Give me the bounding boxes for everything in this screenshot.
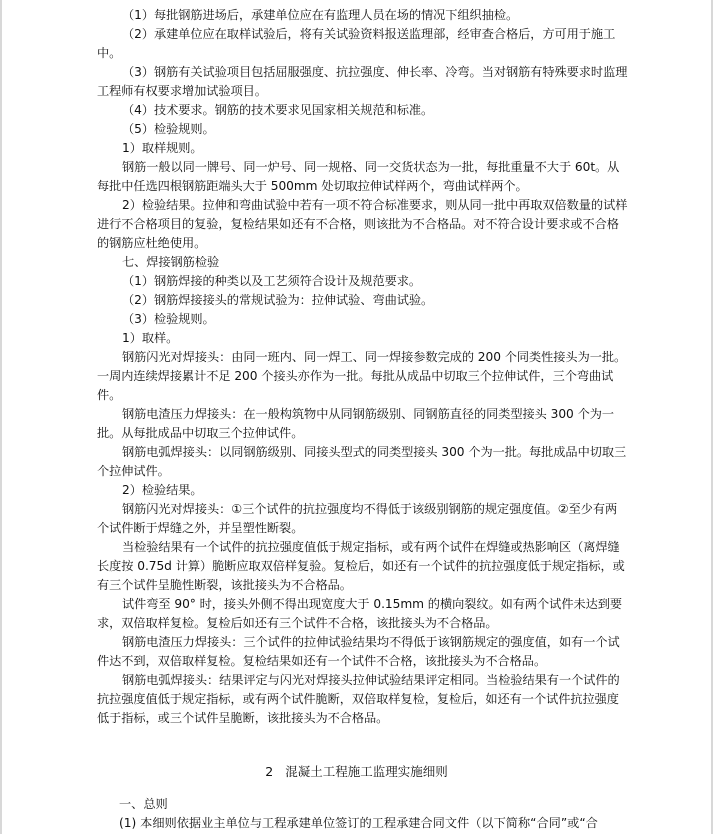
paragraph-16: 钢筋电弧焊接头：以同钢筋级别、同接头型式的同类型接头 300 个为一批。每批成品中切取三个拉伸试件。 xyxy=(97,445,627,478)
section-first-line-text: (1) 本细则依据业主单位与工程承建单位签订的工程承建合同文件（以下简称“合同”或“合 xyxy=(119,816,598,830)
paragraph-13: 1）取样。 xyxy=(122,331,179,345)
paragraph-1: （1）每批钢筋进场后，承建单位应在有监理人员在场的情况下组织抽检。 xyxy=(122,8,519,22)
paragraph-17: 2）检验结果。 xyxy=(122,483,203,497)
chapter-title-text: 混凝土工程施工监理实施细则 xyxy=(285,764,448,779)
page-edge-left xyxy=(0,0,2,834)
paragraph-3: （3）钢筋有关试验项目包括屈服强度、抗拉强度、伸长率、冷弯。当对钢筋有特殊要求时监理工程师有权要求增加试验项目。 xyxy=(97,65,628,98)
paragraph-20: 试件弯至 90° 时，接头外侧不得出现宽度大于 0.15mm 的横向裂纹。如有两个试件未达到要求，双倍取样复检。复检后如还有三个试件不合格，该批接头为不合格品。 xyxy=(97,597,623,630)
paragraph-8: 2）检验结果。拉伸和弯曲试验中若有一项不符合标准要求，则从同一批中再取双倍数量的试样进行不合格项目的复验，复检结果如还有不合格，则该批为不合格品。对不符合设计要求或不合格的钢筋应杜绝使用。 xyxy=(97,198,628,250)
paragraph-6: 1）取样规则。 xyxy=(122,141,203,155)
paragraph-19: 当检验结果有一个试件的抗拉强度值低于规定指标，或有两个试件在焊缝或热影响区（离焊缝长度按 0.75d 计算）脆断应取双倍样复验。复检后，如还有一个试件的抗拉强度低于规定指标，或有三个试件呈脆性断裂，该批接头为不合格品。 xyxy=(97,540,625,592)
section-heading xyxy=(97,795,629,814)
paragraph-12: （3）检验规则。 xyxy=(122,312,215,326)
paragraph-4: （4）技术要求。钢筋的技术要求见国家相关规范和标准。 xyxy=(122,103,434,117)
section-heading-text: 一、总则 xyxy=(119,797,168,811)
paragraph-15: 钢筋电渣压力焊接头：在一般构筑物中从同钢筋级别、同钢筋直径的同类型接头 300 个为一批。从每批成品中切取三个拉伸试件。 xyxy=(97,407,614,440)
chapter-title xyxy=(0,762,713,781)
paragraph-10: （1）钢筋焊接的种类以及工艺须符合设计及规范要求。 xyxy=(122,274,422,288)
document-body xyxy=(97,6,629,728)
paragraph-21: 钢筋电渣压力焊接头：三个试件的拉伸试验结果均不得低于该钢筋规定的强度值，如有一个试件达不到，双倍取样复检。复检结果如还有一个试件不合格，该批接头为不合格品。 xyxy=(97,635,620,668)
paragraph-14: 钢筋闪光对焊接头：由同一班内、同一焊工、同一焊接参数完成的 200 个同类性接头为一批。一周内连续焊接累计不足 200 个接头亦作为一批。每批从成品中切取三个拉伸试件，三个弯曲试件。 xyxy=(97,350,627,402)
paragraph-7: 钢筋一般以同一牌号、同一炉号、同一规格、同一交货状态为一批，每批重量不大于 60t。从每批中任选四根钢筋距端头大于 500mm 处切取拉伸试样两个，弯曲试样两个。 xyxy=(97,160,620,193)
section-first-line xyxy=(97,814,629,833)
paragraph-22: 钢筋电弧焊接头：结果评定与闪光对焊接头拉伸试验结果评定相同。当检验结果有一个试件的抗拉强度值低于规定指标，或有两个试件脆断，双倍取样复检，复检后，如还有一个试件抗拉强度低于指标，或三个试件呈脆断，该批接头为不合格品。 xyxy=(97,673,620,725)
chapter-number: 2 xyxy=(265,764,274,779)
section-heading-welding: 七、焊接钢筋检验 xyxy=(122,255,220,269)
paragraph-18: 钢筋闪光对焊接头：①三个试件的抗拉强度均不得低于该级别钢筋的规定强度值。②至少有两个试件断于焊缝之外，并呈塑性断裂。 xyxy=(97,502,618,535)
paragraph-11: （2）钢筋焊接接头的常规试验为：拉伸试验、弯曲试验。 xyxy=(122,293,434,307)
paragraph-5: （5）检验规则。 xyxy=(122,122,215,136)
paragraph-2: （2）承建单位应在取样试验后，将有关试验资料报送监理部，经审查合格后，方可用于施工中。 xyxy=(97,27,616,60)
